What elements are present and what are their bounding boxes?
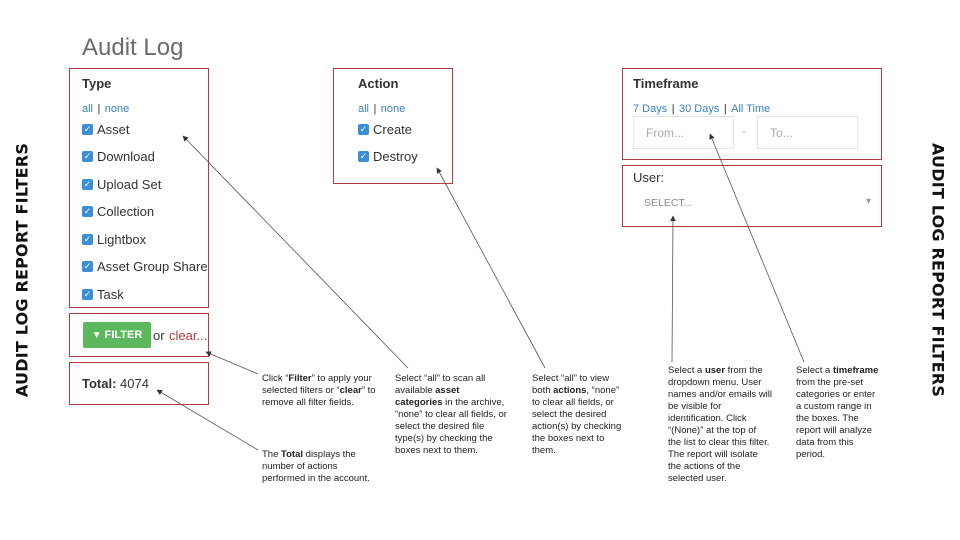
user-heading: User: bbox=[633, 170, 665, 185]
note-text: in the archive, “none” to clear all fields, or select the desired file type(s) by checking the boxes next to them. bbox=[395, 397, 507, 456]
checkbox-label: Destroy bbox=[373, 149, 418, 164]
note-text: Click “ bbox=[262, 373, 289, 384]
note-text: ” to remove all filter fields. bbox=[262, 385, 376, 408]
note-bold: user bbox=[704, 365, 726, 376]
checkbox-label: Create bbox=[373, 121, 413, 137]
checkbox-label: Download bbox=[97, 149, 155, 164]
arrow-action bbox=[437, 168, 545, 368]
page-title: Audit Log bbox=[82, 34, 184, 61]
checkbox-checked-icon[interactable]: ✓ bbox=[83, 288, 92, 299]
preset-separator: | bbox=[671, 103, 675, 115]
chevron-down-icon[interactable]: ▾ bbox=[865, 196, 871, 207]
action-none-link[interactable]: none bbox=[380, 103, 406, 115]
from-date-placeholder: From... bbox=[646, 125, 684, 140]
type-all-link[interactable]: all bbox=[82, 103, 94, 115]
arrow-user bbox=[672, 216, 673, 362]
checkbox-label: Collection bbox=[97, 204, 155, 219]
type-heading: Type bbox=[82, 76, 112, 91]
note-bold: clear bbox=[339, 385, 362, 396]
checkbox-checked-icon[interactable]: ✓ bbox=[83, 178, 92, 189]
note-total bbox=[262, 449, 380, 485]
note-bold: asset categories bbox=[395, 385, 460, 408]
user-select-placeholder: SELECT... bbox=[644, 197, 693, 209]
clear-link[interactable]: clear... bbox=[169, 328, 208, 343]
checkbox-checked-icon[interactable]: ✓ bbox=[83, 151, 92, 161]
checkbox-label: Lightbox bbox=[97, 231, 147, 247]
checkbox-checked-icon[interactable]: ✓ bbox=[83, 261, 92, 271]
note-text: Select a bbox=[668, 365, 705, 376]
note-text: Select “all” to scan all available bbox=[395, 373, 486, 396]
note-text: The bbox=[262, 449, 282, 460]
action-separator: | bbox=[373, 103, 377, 115]
note-bold: Filter bbox=[288, 373, 312, 384]
checkbox-label: Upload Set bbox=[97, 176, 162, 192]
note-text: from the pre-set categories or enter a custom range in the boxes. The report will analyze data from this period. bbox=[796, 377, 876, 460]
note-bold: Total bbox=[281, 449, 304, 460]
preset-7-days-link[interactable]: 7 Days bbox=[633, 103, 668, 115]
preset-all-time-link[interactable]: All Time bbox=[731, 103, 771, 115]
filter-button-label: FILTER bbox=[104, 329, 143, 341]
preset-30-days-link[interactable]: 30 Days bbox=[679, 103, 720, 115]
checkbox-label: Asset Group Share bbox=[97, 259, 208, 274]
funnel-icon: ▼ bbox=[91, 329, 102, 341]
date-range-dash: - bbox=[742, 124, 746, 138]
action-heading: Action bbox=[358, 76, 399, 91]
side-label-left: AUDIT LOG REPORT FILTERS bbox=[12, 142, 32, 398]
note-filter bbox=[262, 373, 380, 409]
note-text: ” to apply your selected filters or “ bbox=[262, 373, 372, 396]
side-label-right: AUDIT LOG REPORT FILTERS bbox=[928, 142, 948, 398]
note-bold: actions bbox=[553, 385, 587, 396]
total-label: Total: bbox=[82, 376, 117, 391]
checkbox-checked-icon[interactable]: ✓ bbox=[83, 123, 92, 134]
checkbox-checked-icon[interactable]: ✓ bbox=[83, 233, 92, 244]
checkbox-label: Asset bbox=[97, 121, 130, 137]
note-user bbox=[668, 365, 772, 485]
timeframe-heading: Timeframe bbox=[633, 76, 699, 91]
note-text: from the dropdown menu. User names and/or emails will be visible for identification. Click “(None)” at the top of the list to clear this filter. The report will isolate the actions of the selected user. bbox=[668, 365, 773, 484]
checkbox-checked-icon[interactable]: ✓ bbox=[83, 206, 92, 216]
arrow-timeframe bbox=[710, 134, 804, 362]
note-text: Select a bbox=[796, 365, 833, 376]
arrow-type bbox=[183, 136, 408, 368]
checkbox-checked-icon[interactable]: ✓ bbox=[359, 123, 368, 134]
arrow-total bbox=[157, 390, 258, 450]
type-separator: | bbox=[97, 103, 101, 115]
note-text: , “none” to clear all fields, or select the desired action(s) by checking the boxes next to them. bbox=[532, 385, 622, 456]
note-timeframe bbox=[796, 365, 882, 461]
type-none-link[interactable]: none bbox=[104, 103, 130, 115]
note-action bbox=[532, 373, 628, 457]
note-bold: timeframe bbox=[832, 365, 879, 376]
action-all-link[interactable]: all bbox=[358, 103, 370, 115]
arrow-filter bbox=[206, 352, 258, 374]
total-value: 4074 bbox=[120, 376, 149, 391]
or-text: or bbox=[153, 328, 165, 343]
checkbox-label: Task bbox=[97, 286, 124, 302]
checkbox-checked-icon[interactable]: ✓ bbox=[359, 151, 368, 161]
note-text: Select “all” to view both bbox=[532, 373, 610, 396]
note-text: displays the number of actions performed in the account. bbox=[262, 449, 370, 484]
note-type bbox=[395, 373, 507, 457]
to-date-placeholder: To... bbox=[770, 125, 793, 140]
preset-separator: | bbox=[723, 103, 727, 115]
